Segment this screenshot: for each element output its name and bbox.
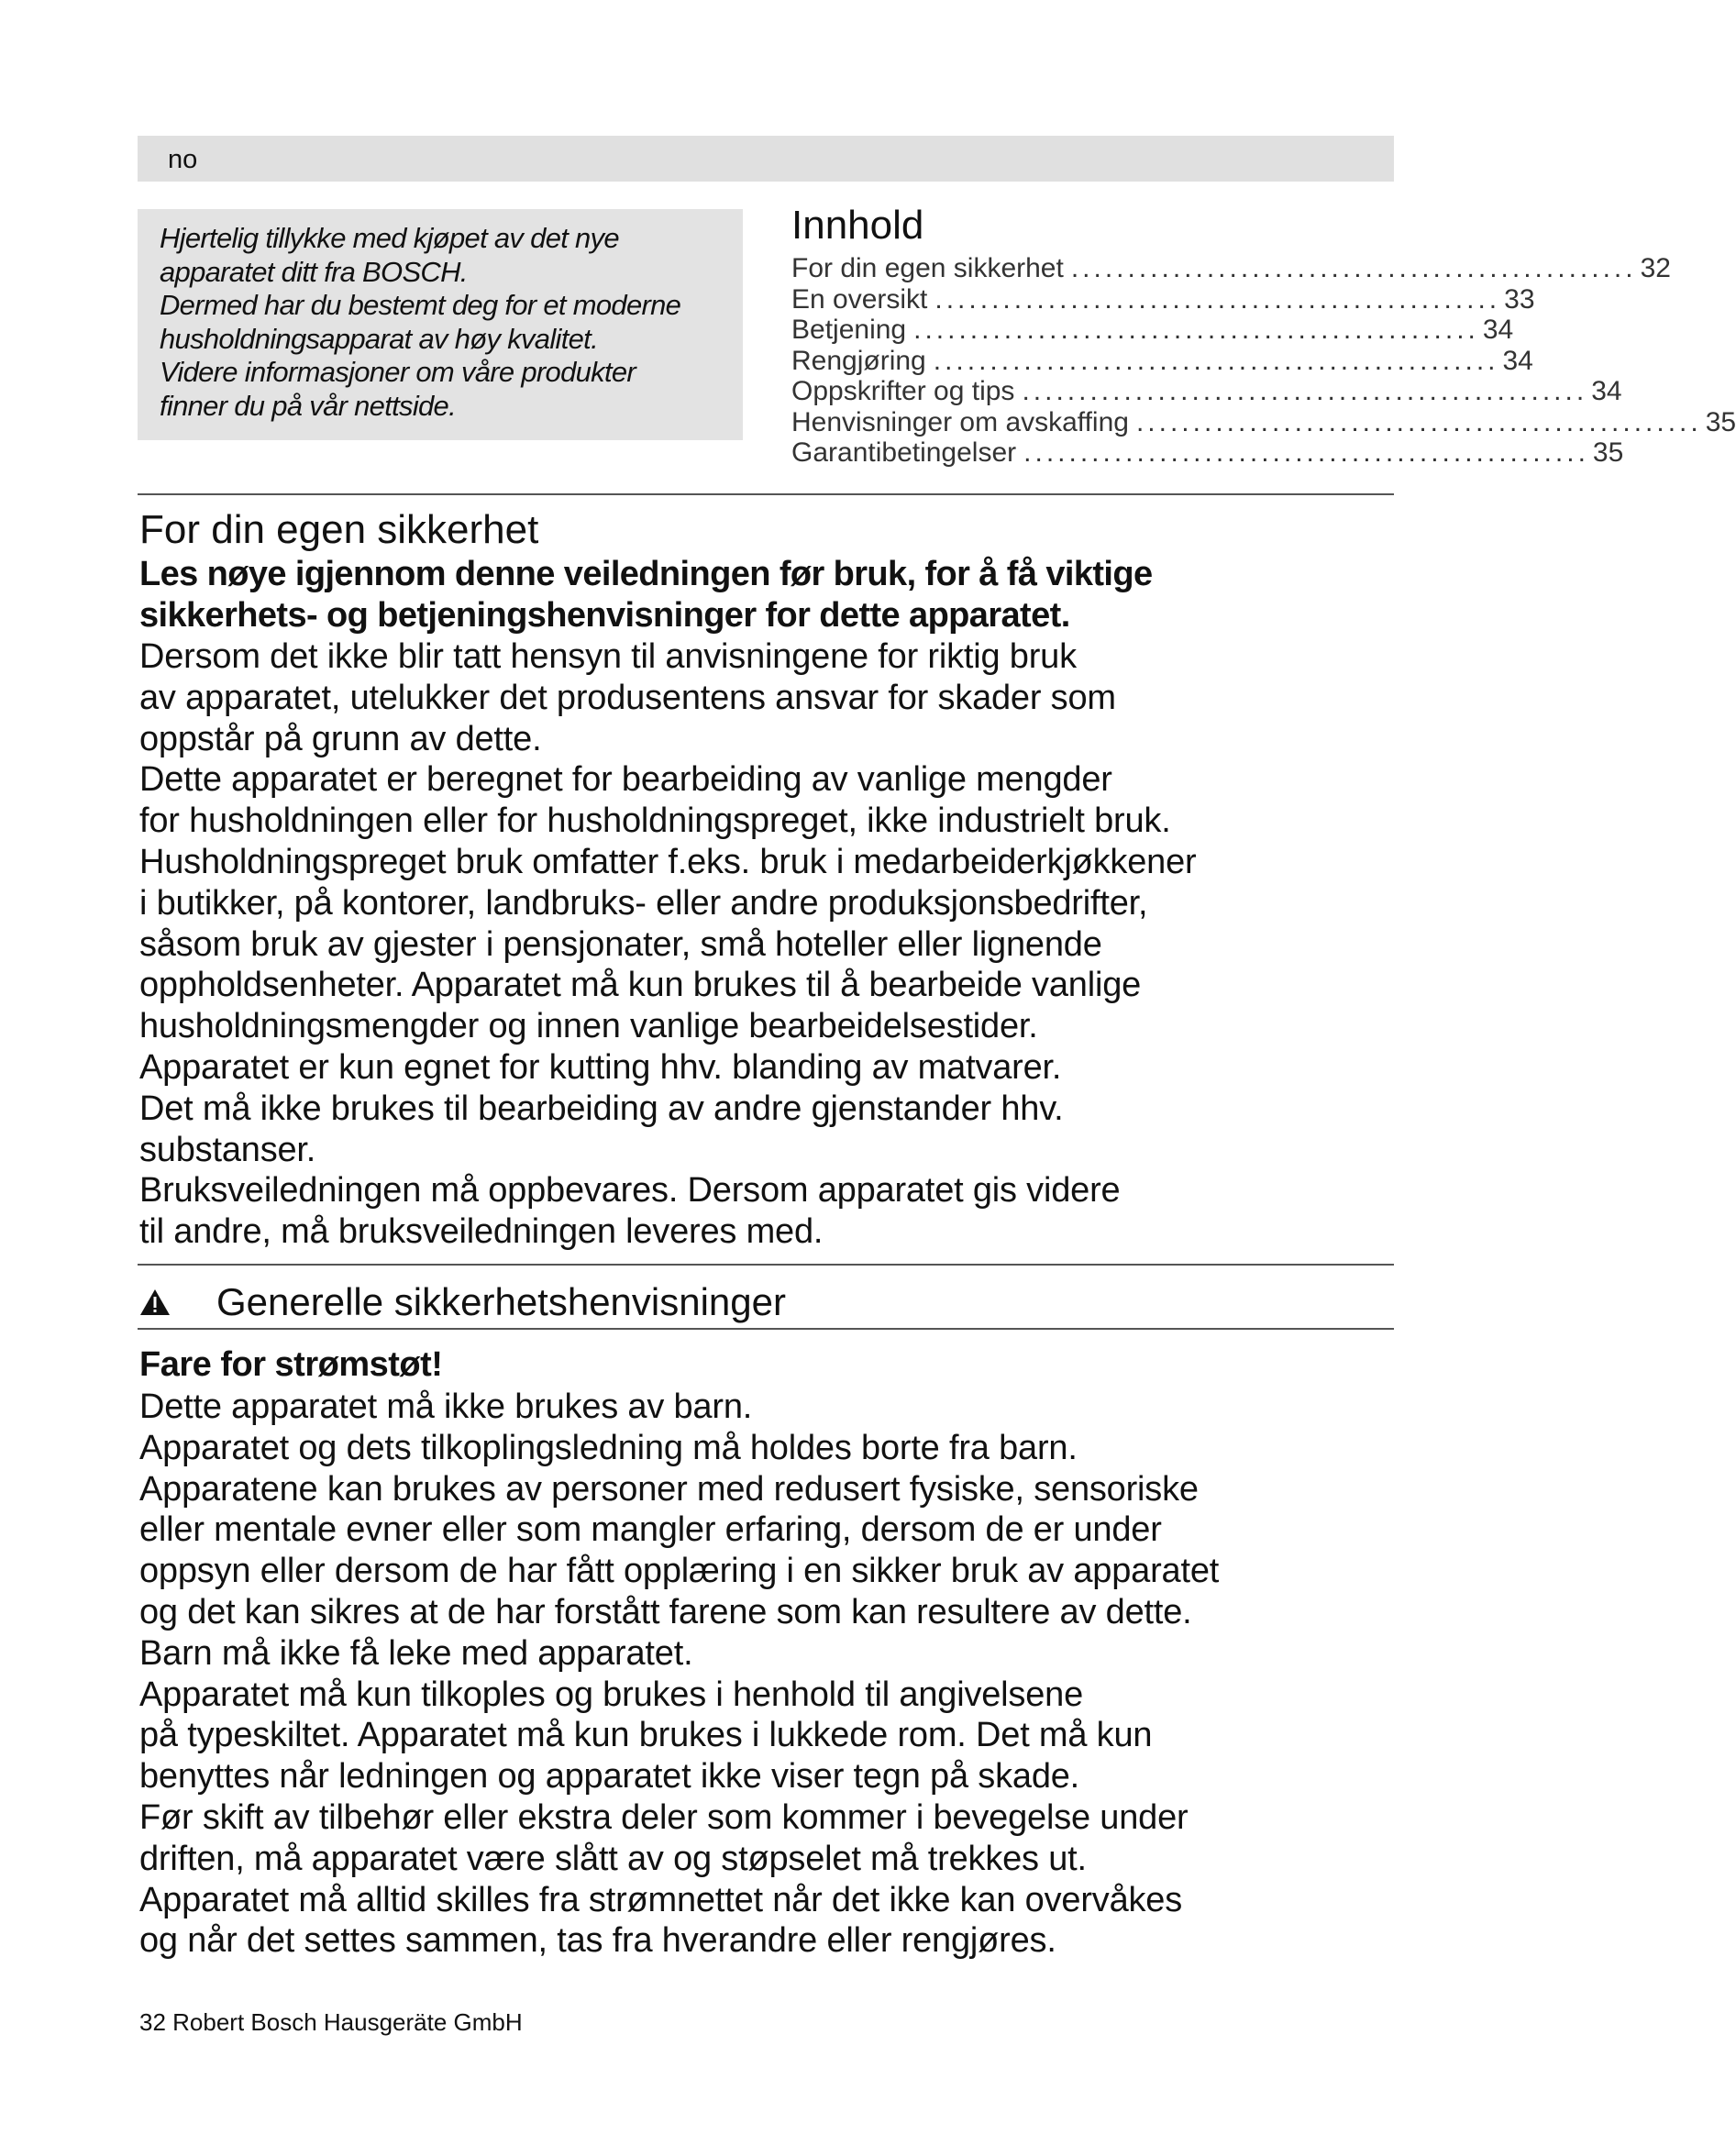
toc-item[interactable] xyxy=(791,376,1622,407)
toc-item-title: Rengjøring xyxy=(791,345,926,376)
toc-title: Innhold xyxy=(791,203,924,248)
language-code: no xyxy=(168,145,198,174)
general-safety-heading xyxy=(139,1277,786,1327)
lead-line: sikkerhets- og betjeningshenvisninger for dette apparatet. xyxy=(139,595,1070,635)
toc-item[interactable] xyxy=(791,253,1671,284)
language-bar xyxy=(138,136,1394,182)
page-footer: 32 Robert Bosch Hausgeräte GmbH xyxy=(139,2008,523,2036)
body-line: Apparatet må kun tilkoples og brukes i henhold til angivelsene xyxy=(139,1675,1084,1714)
table-of-contents xyxy=(791,202,1736,469)
toc-item[interactable] xyxy=(791,406,1736,438)
intro-line: Hjertelig tillykke med kjøpet av det nye xyxy=(160,222,619,254)
body-line: substanser. xyxy=(139,1130,316,1169)
warning-title: Fare for strømstøt! xyxy=(139,1345,443,1384)
divider xyxy=(138,1328,1394,1330)
body-line: eller mentale evner eller som mangler erfaring, dersom de er under xyxy=(139,1510,1162,1550)
body-line: oppholdsenheter. Apparatet må kun brukes til å bearbeide vanlige xyxy=(139,966,1142,1005)
body-line: Husholdningspreget bruk omfatter f.eks. bruk i medarbeiderkjøkkener xyxy=(139,842,1197,881)
body-line: Dette apparatet er beregnet for bearbeiding av vanlige mengder xyxy=(139,760,1112,800)
toc-item-title: Henvisninger om avskaffing xyxy=(791,406,1129,437)
body-line: Apparatet og dets tilkoplingsledning må holdes borte fra barn. xyxy=(139,1428,1078,1467)
toc-item-title: For din egen sikkerhet xyxy=(791,253,1064,283)
body-line: Det må ikke brukes til bearbeiding av andre gjenstander hhv. xyxy=(139,1089,1064,1128)
intro-box xyxy=(138,209,743,440)
toc-leader: .................................................. xyxy=(934,283,1501,315)
toc-item-page: 34 xyxy=(1502,345,1533,376)
intro-line: husholdningsapparat av høy kvalitet. xyxy=(160,322,598,355)
toc-item-title: En oversikt xyxy=(791,283,928,315)
divider xyxy=(138,493,1394,495)
body-line: av apparatet, utelukker det produsentens ansvar for skader som xyxy=(139,678,1116,717)
body-line: Dette apparatet må ikke brukes av barn. xyxy=(139,1388,753,1426)
body-line: på typeskiltet. Apparatet må kun brukes i lukkede rom. Det må kun xyxy=(139,1716,1153,1755)
toc-item[interactable] xyxy=(791,315,1514,346)
intro-line: Dermed har du bestemt deg for et moderne xyxy=(160,289,681,321)
toc-leader: .................................................. xyxy=(1135,406,1702,437)
body-line: Apparatet må alltid skilles fra strømnettet når det ikke kan overvåkes xyxy=(139,1880,1183,1919)
toc-item-title: Betjening xyxy=(791,315,907,345)
warning-triangle-icon xyxy=(139,1288,171,1316)
body-line: Barn må ikke få leke med apparatet. xyxy=(139,1633,693,1673)
toc-item-page: 34 xyxy=(1591,376,1622,406)
toc-item-title: Oppskrifter og tips xyxy=(791,376,1015,406)
body-line: Apparatene kan brukes av personer med redusert fysiske, sensoriske xyxy=(139,1469,1199,1509)
body-line: i butikker, på kontorer, landbruks- eller andre produksjonsbedrifter, xyxy=(139,883,1148,923)
toc-leader: .................................................. xyxy=(933,345,1499,376)
body-line: oppsyn eller dersom de har fått opplæring i en sikker bruk av apparatet xyxy=(139,1552,1220,1591)
toc-item-page: 34 xyxy=(1482,315,1514,345)
toc-item-page: 33 xyxy=(1504,283,1535,315)
body-line: husholdningsmengder og innen vanlige bearbeidelsestider. xyxy=(139,1007,1038,1046)
body-line: Bruksveiledningen må oppbevares. Dersom apparatet gis videre xyxy=(139,1171,1121,1211)
section-title: Generelle sikkerhetshenvisninger xyxy=(216,1280,786,1323)
body-line: benyttes når ledningen og apparatet ikke viser tegn på skade. xyxy=(139,1757,1080,1797)
toc-item[interactable] xyxy=(791,283,1535,315)
intro-line: Videre informasjoner om våre produkter xyxy=(160,356,636,388)
intro-line: finner du på vår nettside. xyxy=(160,389,457,422)
general-safety-body xyxy=(139,1387,1414,1962)
toc-leader: .................................................. xyxy=(913,315,1479,345)
toc-item[interactable] xyxy=(791,345,1533,377)
body-line: såsom bruk av gjester i pensjonater, små hoteller eller lignende xyxy=(139,924,1102,964)
intro-line: apparatet ditt fra BOSCH. xyxy=(160,255,468,288)
lead-line: Les nøye igjennom denne veiledningen før bruk, for å få viktige xyxy=(139,555,1153,593)
body-line: oppstår på grunn av dette. xyxy=(139,719,542,758)
safety-body xyxy=(139,636,1414,1253)
body-line: og det kan sikres at de har forstått farene som kan resultere av dette. xyxy=(139,1592,1192,1631)
toc-leader: .................................................. xyxy=(1023,437,1589,468)
toc-item-title: Garantibetingelser xyxy=(791,437,1017,468)
lead-paragraph xyxy=(139,554,1405,636)
toc-leader: .................................................. xyxy=(1022,376,1588,406)
body-line: Apparatet er kun egnet for kutting hhv. blanding av matvarer. xyxy=(139,1047,1062,1087)
body-line: til andre, må bruksveiledningen leveres med. xyxy=(139,1212,824,1252)
body-line: og når det settes sammen, tas fra hverandre eller rengjøres. xyxy=(139,1921,1056,1961)
body-line: for husholdningen eller for husholdningspreget, ikke industrielt bruk. xyxy=(139,802,1171,841)
body-line: Dersom det ikke blir tatt hensyn til anvisningene for riktig bruk xyxy=(139,637,1077,676)
divider xyxy=(138,1264,1394,1266)
toc-leader: .................................................. xyxy=(1070,253,1637,283)
body-line: Før skift av tilbehør eller ekstra deler som kommer i bevegelse under xyxy=(139,1797,1189,1837)
toc-item-page: 35 xyxy=(1705,406,1736,437)
toc-item[interactable] xyxy=(791,437,1624,469)
body-line: driften, må apparatet være slått av og støpselet må trekkes ut. xyxy=(139,1839,1087,1878)
toc-item-page: 32 xyxy=(1640,253,1671,283)
toc-item-page: 35 xyxy=(1592,437,1624,468)
section-title: For din egen sikkerhet xyxy=(139,507,539,552)
